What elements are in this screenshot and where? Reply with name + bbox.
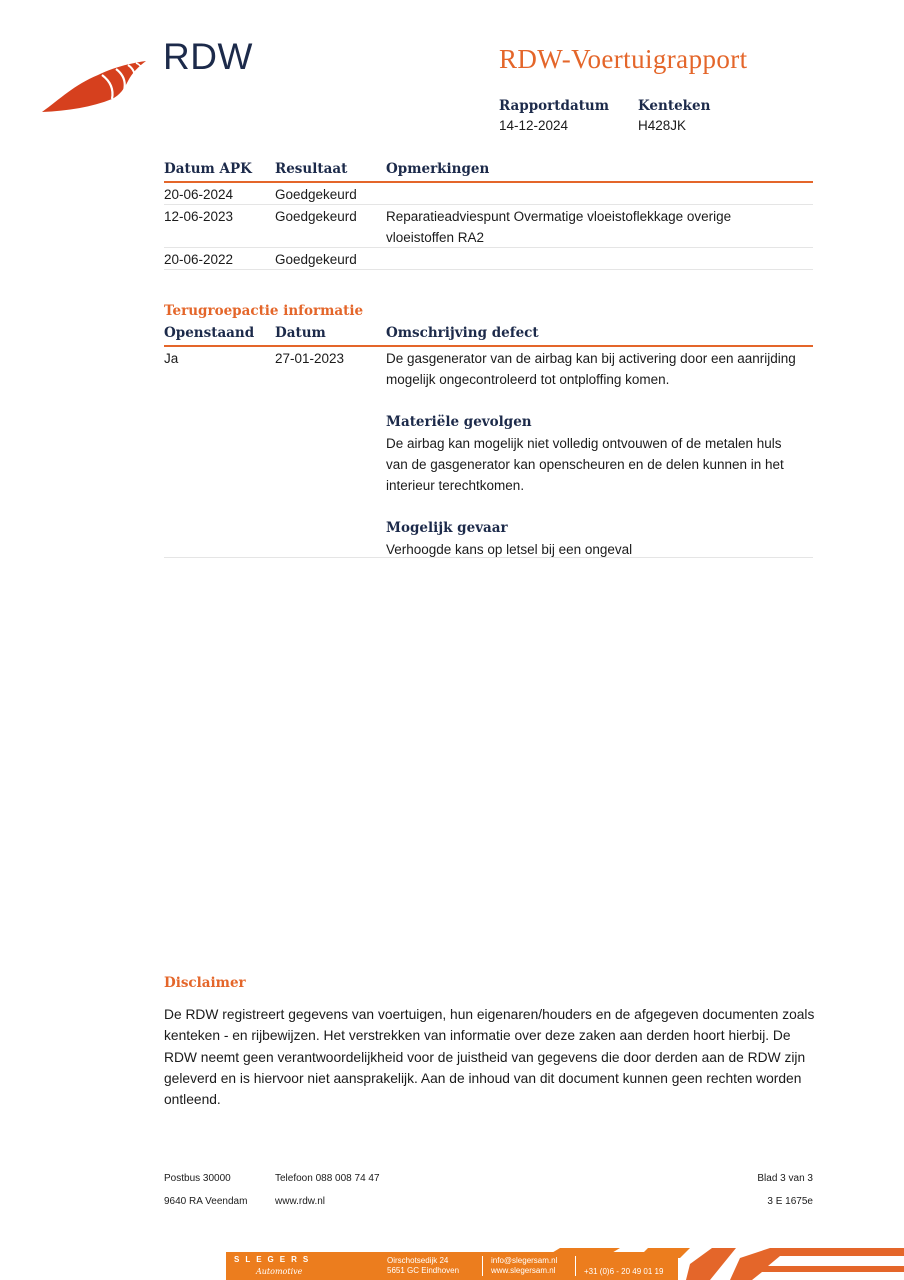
apk-col-date: Datum APK: [164, 161, 252, 177]
footer-phone: Telefoon 088 008 74 47: [275, 1173, 380, 1184]
recall-description: [386, 348, 811, 560]
banner-divider: [482, 1256, 483, 1276]
disclaimer-line: ontleend.: [164, 1092, 221, 1108]
dealer-address: [387, 1256, 459, 1276]
consequences-title: Materiële gevolgen: [386, 413, 532, 430]
dealer-address-line: Oirschotsedijk 24: [387, 1256, 449, 1265]
apk-date: 20-06-2022: [164, 252, 234, 267]
apk-result: Goedgekeurd: [275, 187, 357, 202]
recall-col-defect: Omschrijving defect: [386, 325, 539, 341]
apk-remark-line: vloeistoffen RA2: [386, 230, 485, 246]
dealer-email-link[interactable]: info@slegersam.nl: [491, 1256, 558, 1265]
recall-col-date: Datum: [275, 325, 326, 341]
defect-line: De gasgenerator van de airbag kan bij activering door een aanrijding: [386, 351, 796, 366]
disclaimer-line: kenteken - en rijbewijzen. Het verstrekken van informatie over deze zaken aan derden hoort hierbij. De: [164, 1028, 791, 1044]
recall-table-header: [164, 324, 813, 347]
apk-remark-line: Reparatieadviespunt Overmatige vloeistoflekkage overige: [386, 209, 732, 224]
table-row: [164, 205, 813, 248]
footer-website-link[interactable]: www.rdw.nl: [275, 1196, 326, 1207]
plate-value: H428JK: [638, 118, 687, 133]
footer-code: 3 E 1675e: [767, 1196, 813, 1207]
footer-city: 9640 RA Veendam: [164, 1196, 248, 1207]
danger-title: Mogelijk gevaar: [386, 519, 508, 536]
defect-line: mogelijk ongecontroleerd tot ontploffing komen.: [386, 372, 670, 388]
recall-section-title: Terugroepactie informatie: [164, 303, 364, 319]
dealer-brand-sub: Automotive: [256, 1267, 303, 1276]
recall-date: 27-01-2023: [275, 351, 345, 366]
table-row: [164, 183, 813, 205]
consequences-line: interieur terechtkomen.: [386, 478, 525, 494]
banner-stripes-icon: [540, 1244, 904, 1280]
consequences-line: van de gasgenerator kan openscheuren en de delen kunnen in het: [386, 457, 784, 473]
apk-table-header: [164, 160, 813, 183]
consequences-line: De airbag kan mogelijk niet volledig ontvouwen of de metalen huls: [386, 435, 782, 451]
recall-table: [164, 324, 813, 558]
apk-table: [164, 160, 813, 270]
plate-label: Kenteken: [638, 98, 711, 114]
disclaimer-title: Disclaimer: [164, 975, 246, 991]
recall-open: Ja: [164, 351, 179, 366]
footer-postbus: Postbus 30000: [164, 1173, 231, 1184]
apk-col-result: Resultaat: [275, 161, 348, 177]
table-row: [164, 248, 813, 270]
footer-page-number: Blad 3 van 3: [757, 1173, 813, 1184]
apk-result: Goedgekeurd: [275, 209, 357, 224]
disclaimer-line: De RDW registreert gegevens van voertuigen, hun eigenaren/houders en de afgegeven documenten zoals: [164, 1007, 815, 1022]
disclaimer-line: RDW neemt geen verantwoordelijkheid voor de juistheid van gegevens die door derden aan de RDW zijn: [164, 1049, 806, 1065]
apk-date: 12-06-2023: [164, 209, 234, 224]
dealer-brand: SLEGERS: [234, 1255, 315, 1264]
recall-col-open: Openstaand: [164, 325, 255, 341]
report-date-label: Rapportdatum: [499, 98, 610, 114]
dealer-phone: +31 (0)6 - 20 49 01 19: [584, 1267, 664, 1276]
danger-text: Verhoogde kans op letsel bij een ongeval: [386, 542, 633, 558]
report-title: RDW-Voertuigrapport: [499, 44, 748, 74]
disclaimer-text: [164, 1004, 816, 1110]
rdw-logo-icon: [40, 55, 148, 115]
disclaimer-line: geleverd en is hiervoor niet aansprakelijk. Aan de inhoud van dit document kunnen geen rechten worden: [164, 1070, 802, 1086]
apk-date: 20-06-2024: [164, 187, 234, 202]
apk-col-remarks: Opmerkingen: [386, 161, 490, 177]
apk-remarks: [386, 206, 811, 249]
dealer-website-link[interactable]: www.slegersam.nl: [491, 1266, 556, 1275]
apk-result: Goedgekeurd: [275, 252, 357, 267]
rdw-logo-text: RDW: [163, 36, 253, 77]
table-row: [164, 347, 813, 558]
report-date-value: 14-12-2024: [499, 118, 569, 133]
dealer-address-line: 5651 GC Eindhoven: [387, 1266, 460, 1275]
